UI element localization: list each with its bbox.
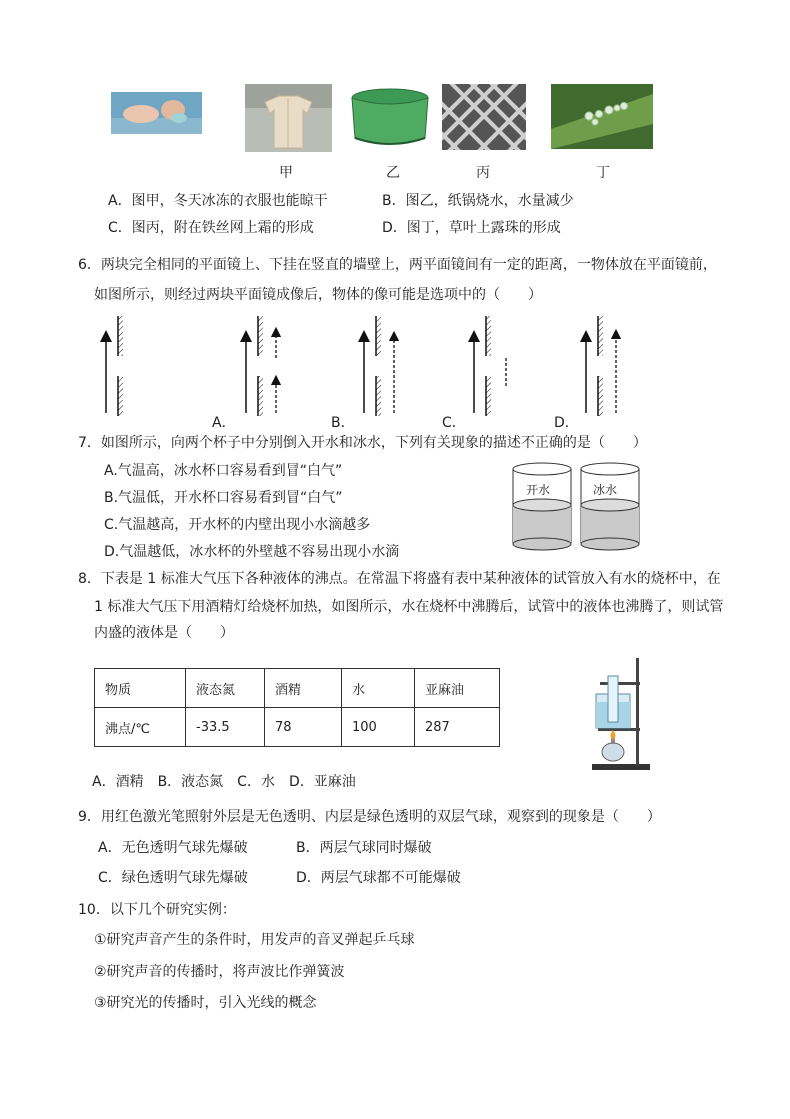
q6-label-c: C． xyxy=(442,415,466,431)
fig-label-jia: 甲 xyxy=(279,165,293,181)
q6-option-d-figure xyxy=(586,316,616,416)
boiling-apparatus-figure xyxy=(586,654,656,772)
q10-item-1: ①研究声音产生的条件时，用发声的音叉弹起乒乓球 xyxy=(94,932,415,948)
ice-water-cup xyxy=(581,463,639,550)
q10-item-2: ②研究声音的传播时，将声波比作弹簧波 xyxy=(94,964,345,980)
hot-water-cup xyxy=(513,463,571,550)
table-cell: 物质 xyxy=(95,669,186,708)
q7-stem: 7．如图所示，向两个杯子中分别倒入开水和冰水，下列有关现象的描述不正确的是（ ） xyxy=(78,435,647,451)
table-cell: -33.5 xyxy=(186,708,265,747)
q7-option-a: A.气温高，冰水杯口容易看到冒“白气” xyxy=(104,463,343,479)
q6-option-a-figure xyxy=(246,316,276,416)
q5-option-d: D．图丁，草叶上露珠的形成 xyxy=(382,220,561,236)
q7-option-d: D.气温越低，冰水杯的外壁越不容易出现小水滴 xyxy=(104,544,400,560)
q6-label-b: B． xyxy=(331,415,355,431)
q8-stem-line3: 内盛的液体是（ ） xyxy=(94,625,234,641)
q6-stem-line1: 6．两块完全相同的平面镜上、下挂在竖直的墙壁上，两平面镜间有一定的距离，一物体放在平面镜前， xyxy=(78,257,717,273)
photo-frost-wire-mesh xyxy=(442,84,526,150)
table-cell: 287 xyxy=(415,708,500,747)
q6-label-a: A． xyxy=(212,415,236,431)
q7-option-c: C.气温越高，开水杯的内壁出现小水滴越多 xyxy=(104,517,371,533)
q8-stem-line2: 1 标准大气压下用酒精灯给烧杯加热，如图所示，水在烧杯中沸腾后，试管中的液体也沸腾了，则试管 xyxy=(94,599,724,615)
q8-stem-line1: 8．下表是 1 标准大气压下各种液体的沸点。在常温下将盛有表中某种液体的试管放入有水的烧杯中，在 xyxy=(78,571,721,587)
photo-frozen-clothes xyxy=(245,84,332,152)
table-row xyxy=(95,669,500,708)
q10-item-3: ③研究光的传播时，引入光线的概念 xyxy=(94,995,317,1011)
q6-stem-line2: 如图所示，则经过两块平面镜成像后，物体的像可能是选项中的（ ） xyxy=(94,287,542,303)
table-cell: 水 xyxy=(342,669,415,708)
q9-option-d: D．两层气球都不可能爆破 xyxy=(296,870,461,886)
photo-paper-pot xyxy=(349,86,431,152)
q9-option-b: B．两层气球同时爆破 xyxy=(296,840,432,856)
table-cell: 酒精 xyxy=(265,669,342,708)
q5-option-c: C．图丙，附在铁丝网上霜的形成 xyxy=(108,220,314,236)
table-cell: 亚麻油 xyxy=(415,669,500,708)
table-cell: 78 xyxy=(265,708,342,747)
table-cell: 100 xyxy=(342,708,415,747)
fig-label-ding: 丁 xyxy=(596,165,610,181)
table-cell: 液态氮 xyxy=(186,669,265,708)
q6-option-b-figure xyxy=(364,316,394,416)
q5-option-a: A．图甲，冬天冰冻的衣服也能晾干 xyxy=(108,193,328,209)
table-row xyxy=(95,708,500,747)
q6-option-c-figure xyxy=(474,316,506,416)
q6-mirror-diagrams xyxy=(90,308,630,423)
q5-option-b: B．图乙，纸锅烧水，水量减少 xyxy=(382,193,574,209)
q9-option-a: A．无色透明气球先爆破 xyxy=(98,840,248,856)
boiling-point-table xyxy=(94,668,500,747)
q6-label-d: D． xyxy=(554,415,579,431)
photo-dew-on-leaf xyxy=(551,84,653,149)
cup-label-hot: 开水 xyxy=(526,483,551,497)
table-cell: 沸点/℃ xyxy=(95,708,186,747)
q6-figure-original xyxy=(106,316,123,416)
cup-label-ice: 冰水 xyxy=(593,483,618,497)
fig-label-yi: 乙 xyxy=(386,165,400,181)
q7-option-b: B.气温低，开水杯口容易看到冒“白气” xyxy=(104,490,343,506)
photo-hand-water xyxy=(111,92,202,134)
q10-stem: 10．以下几个研究实例： xyxy=(78,902,236,918)
q7-cups-figure xyxy=(510,460,650,554)
q9-option-c: C．绿色透明气球先爆破 xyxy=(98,870,248,886)
q9-stem: 9．用红色激光笔照射外层是无色透明、内层是绿色透明的双层气球，观察到的现象是（ ） xyxy=(78,809,661,825)
q8-options: A．酒精 B．液态氮 C．水 D．亚麻油 xyxy=(92,774,356,790)
fig-label-bing: 丙 xyxy=(476,165,490,181)
